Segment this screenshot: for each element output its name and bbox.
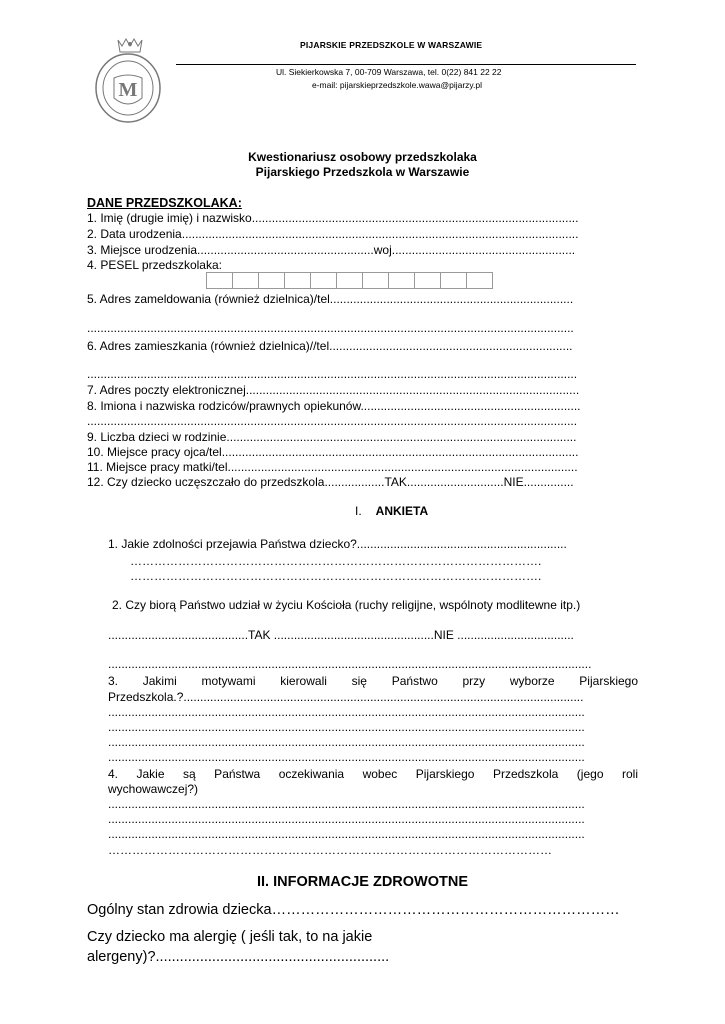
field-birth-place[interactable]: 3. Miejsce urodzenia.....................................................woj....................................................... <box>87 243 576 257</box>
field-mother-work[interactable]: 11. Miejsce pracy matki/tel......................................................................................................... <box>87 460 578 474</box>
field-residence-address[interactable]: 6. Adres zamieszkania (również dzielnica)//tel......................................................................... <box>87 339 573 353</box>
field-birth-date[interactable]: 2. Data urodzenia....................................................................................................................... <box>87 227 579 241</box>
answer-line[interactable]: ............................................................................................................................................... <box>108 750 585 764</box>
pesel-digit-box[interactable] <box>466 272 493 289</box>
field-email[interactable]: 7. Adres poczty elektronicznej.................................................................................................... <box>87 383 580 397</box>
question-3: 3. Jakimi motywami kierowali się Państwo przy wyborze Pijarskiego <box>108 674 638 688</box>
institution-email: e-mail: pijarskieprzedszkole.wawa@pijarzy.pl <box>312 80 483 90</box>
question-2: 2. Czy biorą Państwo udział w życiu Kościoła (ruchy religijne, wspólnoty modlitewne itp.) <box>112 598 581 612</box>
field-allergy-question: Czy dziecko ma alergię ( jeśli tak, to na jakie <box>87 929 373 945</box>
institution-address: Ul. Siekierkowska 7, 00-709 Warszawa, tel. 0(22) 841 22 22 <box>276 67 502 77</box>
section-heading-zdrowie: II. INFORMACJE ZDROWOTNE <box>256 874 469 890</box>
field-parents[interactable]: 8. Imiona i nazwiska rodziców/prawnych opiekunów.................................................................. <box>87 399 581 413</box>
answer-line[interactable]: ................................................................................................................................................. <box>108 657 592 671</box>
pesel-digit-box[interactable] <box>336 272 363 289</box>
pesel-digit-box[interactable] <box>206 272 233 289</box>
pesel-digit-box[interactable] <box>258 272 285 289</box>
pesel-boxes[interactable] <box>206 272 492 289</box>
school-crest-logo <box>88 36 168 124</box>
answer-line[interactable]: ………………………………………………………………………………………………… <box>108 843 552 857</box>
field-children-count[interactable]: 9. Liczba dzieci w rodzinie......................................................................................................... <box>87 430 577 444</box>
question-4: 4. Jakie są Państwa oczekiwania wobec Pijarskiego Przedszkola (jego roli <box>108 767 638 781</box>
pesel-digit-box[interactable] <box>284 272 311 289</box>
question-1[interactable]: 1. Jakie zdolności przejawia Państwa dziecko?............................................................... <box>108 537 567 551</box>
pesel-digit-box[interactable] <box>388 272 415 289</box>
answer-line[interactable]: ............................................................................................................................................... <box>108 735 585 749</box>
answer-line[interactable]: ............................................................................................................................................... <box>108 705 585 719</box>
answer-line[interactable]: …………………………………………………………………………………………. <box>130 569 542 583</box>
field-health-status[interactable]: Ogólny stan zdrowia dziecka……………………………………………………………… <box>87 902 620 918</box>
pesel-digit-box[interactable] <box>310 272 337 289</box>
pesel-digit-box[interactable] <box>440 272 467 289</box>
field-parents-cont[interactable]: ................................................................................................................................................... <box>87 414 578 428</box>
svg-text:M: M <box>118 79 138 101</box>
pesel-digit-box[interactable] <box>232 272 259 289</box>
field-residence-address-cont[interactable]: ................................................................................................................................................... <box>87 367 578 381</box>
form-title: Kwestionariusz osobowy przedszkolaka <box>248 150 477 164</box>
answer-line[interactable]: ............................................................................................................................................... <box>108 812 585 826</box>
field-registered-address[interactable]: 5. Adres zameldowania (również dzielnica)/tel......................................................................... <box>87 292 574 306</box>
answer-line[interactable]: ............................................................................................................................................... <box>108 827 585 841</box>
pesel-digit-box[interactable] <box>362 272 389 289</box>
field-pesel-label: 4. PESEL przedszkolaka: <box>87 258 222 272</box>
answer-line[interactable]: …………………………………………………………………………………………. <box>130 554 542 568</box>
field-name[interactable]: 1. Imię (drugie imię) i nazwisko.................................................................................................. <box>87 211 579 225</box>
answer-line[interactable]: ............................................................................................................................................... <box>108 720 585 734</box>
form-subtitle: Pijarskiego Przedszkola w Warszawie <box>255 165 470 179</box>
field-registered-address-cont[interactable]: .................................................................................................................................................. <box>87 321 574 335</box>
answer-line[interactable]: ............................................................................................................................................... <box>108 797 585 811</box>
field-allergens[interactable]: alergeny)?.......................................................... <box>87 949 390 965</box>
header-divider <box>176 64 636 65</box>
section-heading-dane: DANE PRZEDSZKOLAKA: <box>87 196 242 210</box>
field-previous-kindergarten[interactable]: 12. Czy dziecko uczęszczało do przedszkola..................TAK.............................NIE............... <box>87 475 574 489</box>
pesel-digit-box[interactable] <box>414 272 441 289</box>
section-heading-ankieta: I. ANKIETA <box>355 504 429 518</box>
question-3-cont[interactable]: Przedszkola.?........................................................................................................................ <box>108 690 584 704</box>
question-2-answer[interactable]: ..........................................TAK ................................................NIE ................................... <box>108 628 574 642</box>
institution-name: PIJARSKIE PRZEDSZKOLE W WARSZAWIE <box>300 40 483 50</box>
question-4-cont: wychowawczej?) <box>108 782 199 796</box>
field-father-work[interactable]: 10. Miejsce pracy ojca/tel........................................................................................................... <box>87 445 579 459</box>
